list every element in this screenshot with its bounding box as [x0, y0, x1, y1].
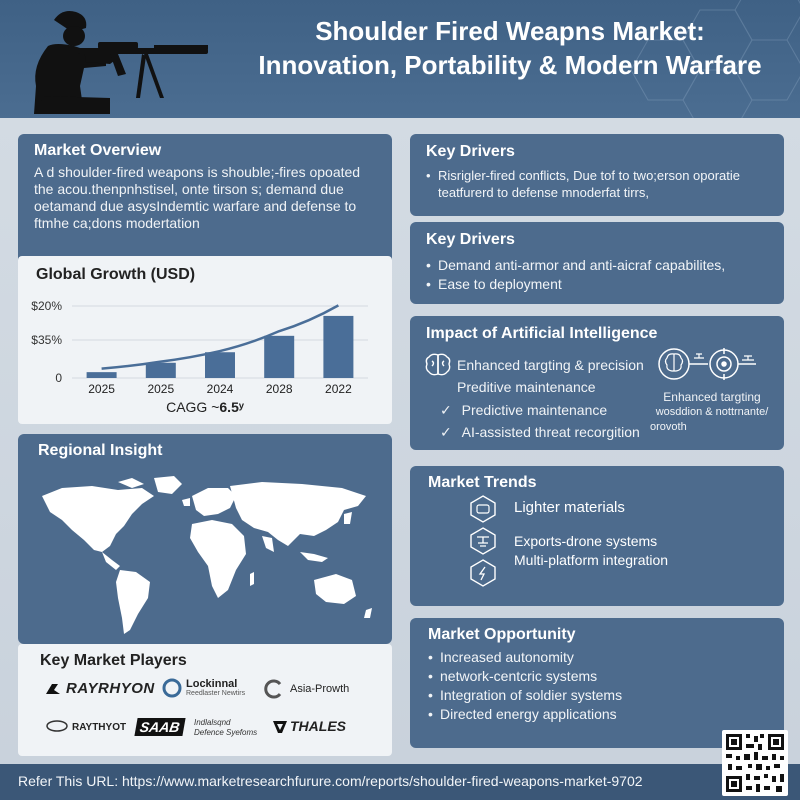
world-map [32, 474, 382, 644]
y-tick-label: 0 [55, 371, 62, 385]
regional-insight-title: Regional Insight [38, 442, 163, 459]
list-item: • Risrigler-fired conflicts, Due tof to two;erson oporatie teatfurerd to defense mnoderfat tirrs, [426, 167, 770, 201]
qr-code-icon [722, 730, 788, 796]
logo-indlalsqnd: Indlalsqnd Defence Syefoms [194, 718, 258, 737]
key-drivers-list-2 [426, 256, 770, 294]
y-tick-label: $20% [31, 299, 62, 313]
ai-item-1: Enhanced targting & precision [457, 357, 644, 373]
trend-item-1: Lighter materials [514, 499, 625, 516]
raythyot-logo-icon [46, 720, 68, 732]
qr-code[interactable] [722, 730, 788, 796]
title-line-2: Innovation, Portability & Modern Warfare [258, 50, 762, 80]
y-tick-label: $35% [31, 333, 62, 347]
market-trends-card [410, 466, 784, 606]
key-drivers-title-2: Key Drivers [426, 231, 515, 248]
market-trends-title: Market Trends [428, 474, 537, 491]
key-drivers-title-1: Key Drivers [426, 143, 515, 160]
logo-lockinnal: Lockinnal Reedlaster Newtirs [186, 678, 246, 697]
key-drivers-card-1 [410, 134, 784, 216]
page-title [240, 14, 780, 82]
ai-impact-title: Impact of Artificial Intelligence [426, 325, 658, 342]
market-overview-text: A d shoulder-fired weapons is shouble;-fires opoated the acou.thenpnhstisel, onte tirson s; demand due oetamand due asysIndemtic warfare and defense to ftmhe ca;dons modertation [34, 164, 361, 231]
cagr-prefix: CAGG ~ [166, 399, 220, 415]
key-drivers-card-2 [410, 222, 784, 304]
market-overview-title: Market Overview [34, 142, 162, 159]
soldier-silhouette-icon [14, 6, 214, 116]
list-item: • Integration of soldier systems [428, 686, 768, 705]
key-drivers-list-1 [426, 167, 770, 201]
ai-right-caption: Enhanced targting wosddion & nottrnante/ orovoth [650, 390, 769, 433]
market-opportunity-list [428, 648, 768, 724]
cagr-value: 6.5ʸ [219, 399, 244, 415]
logo-asia-prowth: Asia-Prowth [290, 683, 350, 695]
chart-bar [264, 336, 294, 378]
x-tick-label: 2024 [206, 382, 234, 396]
x-tick-label: 2025 [147, 382, 175, 396]
key-market-players-panel [18, 644, 392, 756]
market-opportunity-card [410, 618, 784, 748]
check-icon: ✓ [440, 402, 452, 418]
x-tick-label: 2025 [88, 382, 115, 396]
ai-item-2: Preditive maintenance [457, 379, 596, 395]
footer-url[interactable]: Refer This URL: https://www.marketresearchfurure.com/reports/shoulder-fired-weapons-market-9702 [18, 773, 643, 789]
list-item: • network-centcric systems [428, 667, 768, 686]
cagr-label [18, 399, 392, 415]
list-item: • Increased autonomity [428, 648, 768, 667]
logo-raythyot: RAYTHYOT [72, 722, 127, 733]
check-icon: ✓ [440, 424, 452, 440]
x-tick-label: 2022 [325, 382, 352, 396]
header-banner [0, 0, 800, 118]
title-line-1: Shoulder Fired Weapns Market: [315, 16, 705, 46]
integration-hex-icon [468, 558, 498, 588]
footer-bar [0, 764, 800, 800]
chart-bar [323, 316, 353, 378]
chart-title: Global Growth (USD) [36, 266, 196, 283]
ai-item-3: ✓ Predictive maintenance [440, 402, 608, 418]
x-tick-label: 2028 [265, 382, 293, 396]
logo-saab: SAAB [134, 718, 185, 736]
thales-logo-icon [272, 720, 288, 734]
asia-prowth-logo-icon [262, 678, 284, 700]
chart-bar [205, 352, 235, 378]
brain-icon [424, 352, 452, 378]
ai-impact-card [410, 316, 784, 450]
global-growth-panel [18, 256, 392, 424]
list-item: • Directed energy applications [428, 705, 768, 724]
ai-icons-group [656, 344, 766, 384]
materials-hex-icon [468, 494, 498, 524]
lockheed-logo-icon [162, 678, 182, 698]
key-market-players-title: Key Market Players [40, 652, 187, 669]
chart-bar [87, 372, 117, 378]
ai-item-4: ✓ AI-assisted threat recorgition [440, 424, 640, 440]
market-opportunity-title: Market Opportunity [428, 626, 576, 643]
raytheon-logo-icon [44, 682, 64, 696]
drone-icon [468, 526, 498, 556]
regional-insight-card [18, 434, 392, 644]
list-item: • Ease to deployment [426, 275, 770, 294]
trend-item-2: Exports-drone systems [514, 533, 658, 549]
trend-item-3: Multi-platform integration [514, 552, 669, 568]
logo-rayrhyon: RAYRHYON [66, 680, 155, 697]
logo-thales: THALES [290, 718, 346, 734]
list-item: • Demand anti-armor and anti-aicraf capabilites, [426, 256, 770, 275]
chart-bar [146, 363, 176, 378]
